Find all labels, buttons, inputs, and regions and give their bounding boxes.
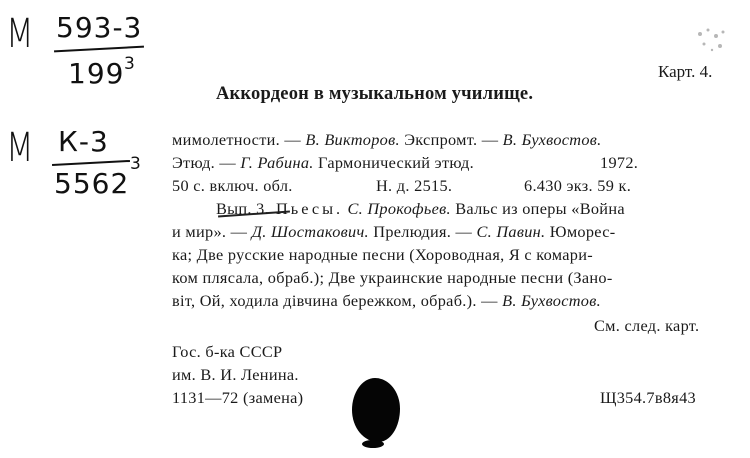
ink-blot bbox=[352, 378, 400, 442]
body-line-8 bbox=[172, 291, 601, 311]
library-dedication: им. В. И. Ленина. bbox=[172, 365, 299, 384]
author-name: Д. Шостакович. bbox=[251, 222, 369, 241]
author-name: В. Бухвостов. bbox=[502, 130, 602, 149]
body-line-2 bbox=[172, 153, 474, 173]
shelf-mark-number-2: К-3 bbox=[58, 125, 109, 158]
card-order-number: 1131—72 (замена) bbox=[172, 388, 304, 407]
text-segment: и мир». — bbox=[172, 222, 252, 241]
classification-code: Щ354.7в8я43 bbox=[600, 388, 696, 407]
shelf-mark-superscript-2: 3 bbox=[130, 154, 142, 174]
text-segment: мимолетности. — bbox=[172, 130, 306, 149]
body-line-6: ка; Две русские народные песни (Хороводная, Я с комари- bbox=[172, 245, 593, 264]
see-next-card: См. след. карт. bbox=[594, 316, 700, 335]
text-segment: віт, Ой, ходила дівчина бережком, обраб.). — bbox=[172, 291, 503, 310]
ink-blot-tail bbox=[362, 440, 384, 448]
text-segment: Гармонический этюд. bbox=[313, 153, 474, 172]
ink-smudge bbox=[690, 22, 732, 56]
shelf-mark-fraction-bar-2 bbox=[52, 160, 130, 166]
shelf-mark-letter-1: М bbox=[6, 11, 35, 57]
shelf-mark-number-1: 593-3 bbox=[56, 11, 143, 44]
author-name: Г. Рабина. bbox=[240, 153, 314, 172]
body-line-7: ком плясала, обраб.); Две украинские народные песни (Зано- bbox=[172, 268, 613, 287]
author-name: В. Викторов. bbox=[305, 130, 400, 149]
card-title: Аккордеон в музыкальном училище. bbox=[216, 84, 534, 104]
page-count: 50 с. включ. обл. bbox=[172, 176, 293, 195]
publication-year: 1972. bbox=[600, 153, 639, 172]
shelf-mark-superscript-1: 3 bbox=[124, 54, 136, 74]
shelf-mark-letter-2: М bbox=[6, 125, 35, 171]
author-name: В. Бухвостов. bbox=[502, 291, 601, 310]
card-number: Карт. 4. bbox=[658, 62, 713, 81]
text-segment: Юморес- bbox=[545, 222, 616, 241]
publisher-number: Н. д. 2515. bbox=[376, 176, 453, 195]
shelf-mark-fraction-bar-1 bbox=[54, 46, 144, 53]
library-name: Гос. б-ка СССР bbox=[172, 342, 283, 361]
body-line-1 bbox=[172, 130, 602, 150]
body-line-4 bbox=[216, 199, 625, 219]
text-segment: Прелюдия. — bbox=[368, 222, 477, 241]
text-segment: Этюд. — bbox=[172, 153, 241, 172]
author-name: С. Прокофьев. bbox=[343, 199, 451, 218]
issue-number: Вып. 3. bbox=[216, 199, 269, 218]
body-line-5 bbox=[172, 222, 616, 242]
print-run-price: 6.430 экз. 59 к. bbox=[524, 176, 632, 195]
text-segment: Вальс из оперы «Война bbox=[450, 199, 625, 218]
text-segment: Экспромт. — bbox=[399, 130, 503, 149]
author-name: С. Павин. bbox=[476, 222, 546, 241]
shelf-mark-denominator-1: 199 bbox=[68, 57, 125, 90]
section-heading: Пьесы. bbox=[268, 199, 344, 218]
shelf-mark-denominator-2: 5562 bbox=[54, 167, 130, 200]
